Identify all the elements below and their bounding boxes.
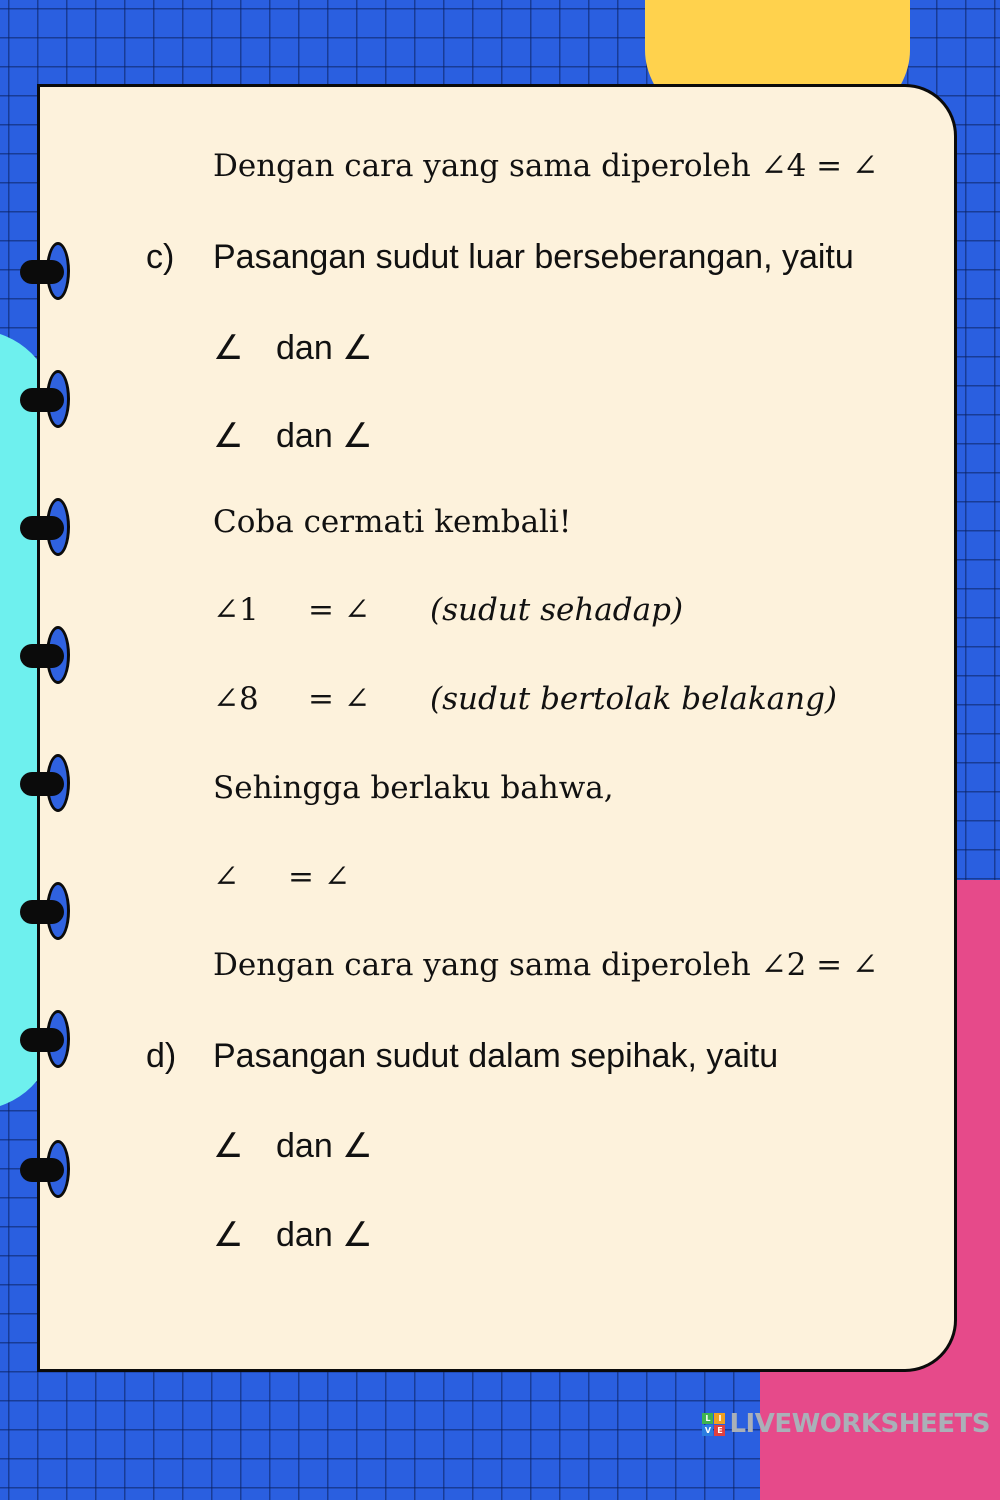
logo-mark-icon: L I V E <box>702 1413 725 1436</box>
d-pair-2-dan: dan ∠ <box>276 1216 373 1254</box>
binder-ring <box>20 626 72 686</box>
notebook-page <box>37 84 957 1372</box>
d-pair-2-angle: ∠ <box>213 1216 244 1254</box>
d-pair-1-dan: dan ∠ <box>276 1127 373 1165</box>
logo-text: LIVEWORKSHEETS <box>729 1409 990 1439</box>
binder-ring <box>20 1010 72 1070</box>
binder-ring <box>20 1140 72 1200</box>
item-d-label: d) <box>146 1037 177 1075</box>
eq2-equals: = ∠ <box>308 681 370 717</box>
c-pair-2-angle: ∠ <box>213 417 244 455</box>
c-pair-2-dan: dan ∠ <box>276 417 373 455</box>
statement-angle-2: Dengan cara yang sama diperoleh ∠2 = ∠ <box>213 947 878 983</box>
item-d-text: Pasangan sudut dalam sepihak, yaitu <box>213 1037 779 1075</box>
liveworksheets-logo <box>702 1409 990 1439</box>
binder-ring <box>20 242 72 302</box>
c-pair-1-dan: dan ∠ <box>276 329 373 367</box>
binder-ring <box>20 754 72 814</box>
statement-angle-4: Dengan cara yang sama diperoleh ∠4 = ∠ <box>213 148 878 184</box>
coba-cermati: Coba cermati kembali! <box>213 504 572 540</box>
eq1-note: (sudut sehadap) <box>430 592 684 628</box>
eq1-angle: ∠1 <box>213 592 259 628</box>
eq3-equals: = ∠ <box>288 859 350 895</box>
eq3-angle: ∠ <box>213 859 239 895</box>
eq2-note: (sudut bertolak belakang) <box>430 681 838 717</box>
binder-ring <box>20 370 72 430</box>
eq2-angle: ∠8 <box>213 681 259 717</box>
item-c-text: Pasangan sudut luar berseberangan, yaitu <box>213 238 854 276</box>
item-c-label: c) <box>146 238 175 276</box>
d-pair-1-angle: ∠ <box>213 1127 244 1165</box>
c-pair-1-angle: ∠ <box>213 329 244 367</box>
binder-ring <box>20 498 72 558</box>
eq1-equals: = ∠ <box>308 592 370 628</box>
binder-ring <box>20 882 72 942</box>
sehingga-text: Sehingga berlaku bahwa, <box>213 770 614 806</box>
